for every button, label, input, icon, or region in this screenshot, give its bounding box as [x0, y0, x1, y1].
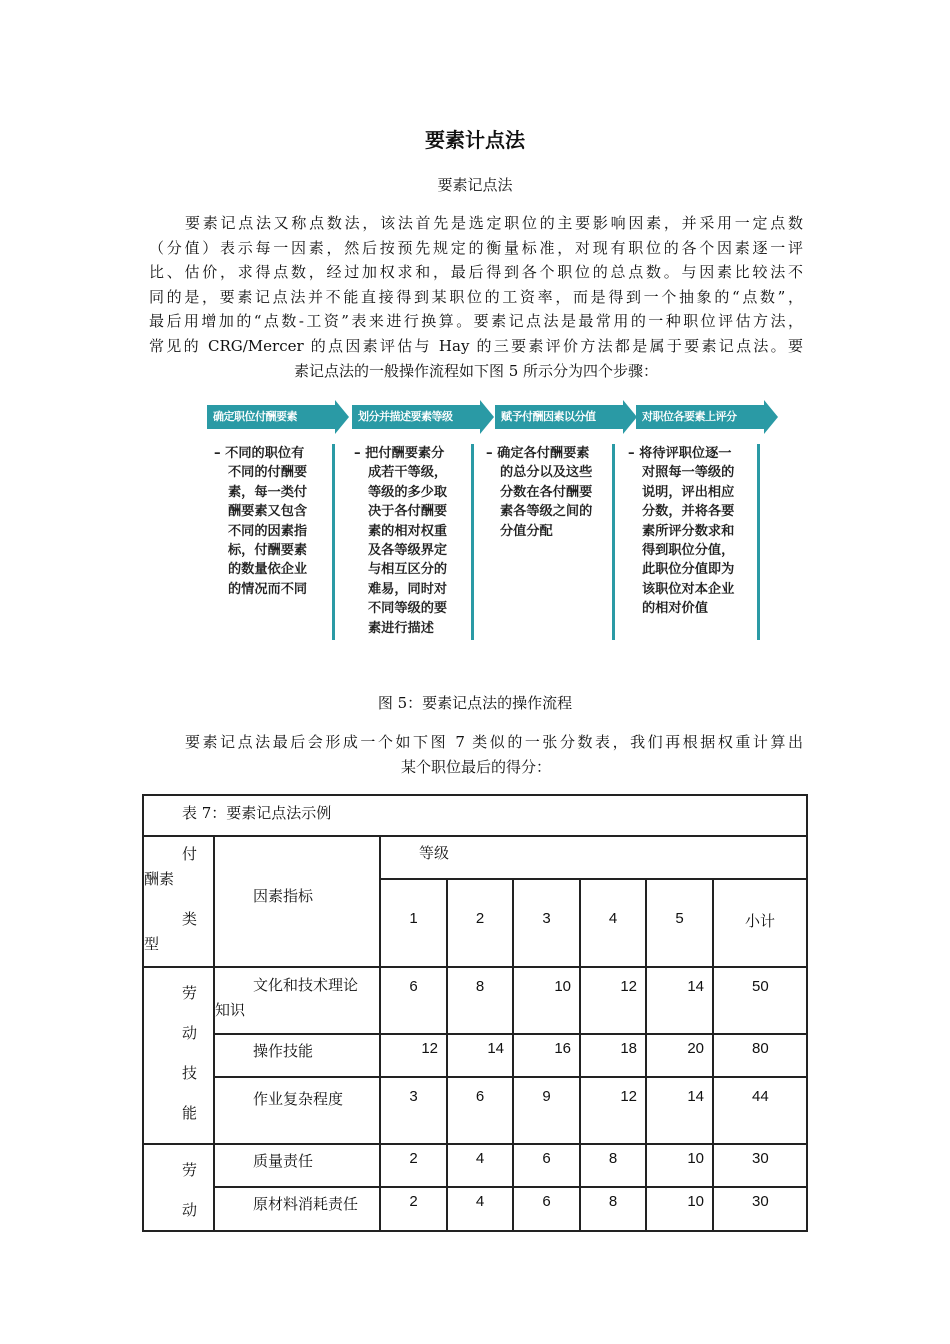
desc-line: 素的相对权重	[368, 523, 448, 539]
value: 2	[409, 1192, 418, 1210]
value-cell	[381, 1078, 448, 1145]
factor-cell	[215, 1078, 381, 1145]
flow-step-4-description	[628, 444, 735, 619]
factor-text: 知识	[215, 1000, 246, 1019]
value: 6	[542, 1150, 551, 1167]
value: 6	[409, 978, 418, 995]
score-table	[142, 794, 808, 1232]
second-line: 某个职位最后的得分：	[400, 757, 551, 776]
desc-line: 不同的付酬要	[228, 465, 308, 481]
desc-line: 素进行描述	[368, 620, 434, 636]
subtotal-label: 小计	[745, 912, 776, 930]
grade-5-header	[647, 880, 714, 968]
desc-line: 决于各付酬要	[368, 504, 448, 520]
value-cell	[514, 1078, 581, 1145]
value: 8	[475, 978, 485, 995]
desc-line: 的数量依企业	[228, 562, 308, 578]
header-type-text: 酬素	[144, 869, 175, 888]
value-cell	[448, 1188, 514, 1232]
step-divider	[332, 444, 335, 640]
total: 44	[752, 1088, 769, 1105]
value: 16	[554, 1040, 571, 1057]
intro-line: 常见的 CRG/Mercer 的点因素评估与 Hay 的三要素评价方法都是属于要素记点法。要	[149, 336, 803, 355]
flow-step-3-header: 赋予付酬因素以分值	[501, 410, 596, 423]
value: 10	[687, 1192, 704, 1210]
value-cell	[381, 968, 448, 1035]
group-label-char: 能	[182, 1104, 198, 1122]
table-caption-cell	[142, 794, 808, 837]
total-cell	[714, 968, 808, 1035]
group-label-cell	[142, 1145, 215, 1232]
desc-line: 分数在各付酬要	[500, 484, 593, 500]
value-cell	[448, 968, 514, 1035]
desc-line: 的情况而不同	[228, 581, 308, 597]
value: 8	[608, 1192, 618, 1210]
value: 9	[542, 1088, 551, 1105]
value: 4	[475, 1192, 485, 1210]
header-grade-cell	[381, 837, 808, 880]
desc-line: – 把付酬要素分	[354, 446, 445, 461]
header-type-text: 型	[144, 934, 160, 953]
header-type-text: 类	[182, 910, 198, 928]
value-cell	[514, 1145, 581, 1188]
flow-step-3-description	[486, 444, 593, 541]
value-cell	[581, 1035, 647, 1078]
value: 18	[620, 1040, 637, 1057]
value: 20	[687, 1040, 704, 1057]
flow-step-1-description	[214, 444, 308, 599]
desc-line: 分值分配	[500, 523, 553, 539]
second-line: 要素记点法最后会形成一个如下图 7 类似的一张分数表，我们再根据权重计算出	[185, 733, 803, 751]
factor-text: 文化和技术理论	[253, 976, 359, 994]
value: 6	[475, 1088, 485, 1105]
desc-line: – 确定各付酬要素	[486, 446, 590, 461]
value: 14	[687, 978, 704, 995]
grade-number: 4	[608, 910, 618, 927]
desc-line: 与相互区分的	[368, 562, 448, 578]
value-cell	[381, 1035, 448, 1078]
value-cell	[647, 968, 714, 1035]
desc-line: – 将待评职位逐一	[628, 446, 732, 461]
flow-step-4-arrow	[636, 400, 779, 434]
grade-1-header	[381, 880, 448, 968]
total: 80	[752, 1040, 769, 1057]
group-label-char: 劳	[182, 1161, 198, 1179]
total-cell	[714, 1078, 808, 1145]
factor-cell	[215, 968, 381, 1035]
value-cell	[514, 1035, 581, 1078]
value-cell	[514, 968, 581, 1035]
desc-line: 不同的因素指	[228, 523, 308, 539]
group-label-char: 动	[182, 1201, 198, 1219]
desc-line: 此职位分值即为	[642, 562, 735, 578]
grade-3-header	[514, 880, 581, 968]
desc-line: – 不同的职位有	[214, 446, 305, 461]
value-cell	[448, 1035, 514, 1078]
desc-line: 说明，评出相应	[642, 484, 735, 500]
value: 6	[542, 1192, 551, 1210]
desc-line: 对照每一等级的	[642, 465, 735, 481]
step-divider	[612, 444, 615, 640]
intro-line: 同的是，要素记点法并不能直接得到某职位的工资率，而是得到一个抽象的“点数”，	[149, 287, 803, 306]
header-factor-cell	[215, 837, 381, 968]
value: 4	[475, 1150, 485, 1167]
header-type-text: 付	[182, 845, 198, 863]
desc-line: 不同等级的要	[368, 601, 448, 617]
value: 12	[421, 1040, 438, 1057]
total: 30	[752, 1150, 769, 1167]
desc-line: 酬要素又包含	[228, 504, 308, 520]
document-subtitle: 要素记点法	[437, 176, 513, 194]
desc-line: 分数，并将各要	[642, 504, 735, 520]
flow-step-2-description	[354, 444, 448, 638]
grade-2-header	[448, 880, 514, 968]
value-cell	[381, 1145, 448, 1188]
factor-text: 原材料消耗责任	[253, 1194, 359, 1213]
header-factor: 因素指标	[253, 887, 314, 905]
intro-line: 素记点法的一般操作流程如下图 5 所示分为四个步骤：	[293, 361, 659, 380]
figure-caption: 图 5：要素记点法的操作流程	[377, 694, 573, 712]
desc-line: 的相对价值	[642, 601, 708, 617]
desc-line: 难易，同时对	[368, 581, 448, 597]
intro-line: 要素记点法又称点数法，该法首先是选定职位的主要影响因素，并采用一定点数	[185, 214, 803, 232]
value: 12	[620, 978, 637, 995]
second-paragraph	[149, 730, 803, 779]
desc-line: 标，付酬要素	[228, 543, 308, 559]
value-cell	[581, 968, 647, 1035]
value-cell	[581, 1145, 647, 1188]
flow-diagram	[207, 400, 779, 644]
desc-line: 及各等级界定	[368, 543, 448, 559]
grade-number: 3	[542, 910, 551, 927]
total: 50	[752, 978, 769, 995]
flow-step-1-arrow	[207, 400, 349, 434]
value-cell	[381, 1188, 448, 1232]
grade-number: 1	[409, 910, 418, 927]
desc-line: 的总分以及这些	[500, 465, 593, 481]
value-cell	[448, 1145, 514, 1188]
total-cell	[714, 1035, 808, 1078]
value-cell	[581, 1078, 647, 1145]
factor-text: 质量责任	[253, 1152, 314, 1170]
value: 10	[554, 978, 571, 995]
value-cell	[647, 1188, 714, 1232]
value-cell	[647, 1145, 714, 1188]
value-cell	[647, 1035, 714, 1078]
grade-number: 2	[475, 910, 485, 927]
value: 2	[409, 1150, 418, 1167]
desc-line: 素各等级之间的	[500, 504, 593, 520]
value: 14	[487, 1040, 504, 1057]
value: 12	[620, 1088, 637, 1105]
value-cell	[647, 1078, 714, 1145]
value-cell	[581, 1188, 647, 1232]
header-grade: 等级	[419, 844, 450, 862]
intro-line: 比、估价，求得点数，经过加权求和，最后得到各个职位的总点数。与因素比较法不	[149, 263, 803, 282]
factor-text: 作业复杂程度	[253, 1090, 344, 1108]
total-cell	[714, 1188, 808, 1232]
subtotal-header	[714, 880, 808, 968]
factor-cell	[215, 1188, 381, 1232]
desc-line: 素，每一类付	[228, 484, 308, 500]
flow-step-2-arrow	[352, 400, 494, 434]
grade-number: 5	[675, 910, 684, 927]
total: 30	[752, 1192, 769, 1210]
value: 3	[409, 1088, 418, 1105]
value: 14	[687, 1088, 704, 1105]
group-label-char: 动	[182, 1024, 198, 1042]
factor-text: 操作技能	[253, 1042, 314, 1060]
group-label-cell	[142, 968, 215, 1145]
header-type-cell	[142, 837, 215, 968]
flow-step-2-header: 划分并描述要素等级	[358, 410, 453, 423]
value-cell	[448, 1078, 514, 1145]
desc-line: 成若干等级，	[368, 465, 448, 481]
document-title: 要素计点法	[425, 128, 525, 152]
group-label-char: 劳	[182, 984, 198, 1002]
flow-step-3-arrow	[495, 400, 637, 434]
table-caption: 表 7：要素记点法示例	[182, 804, 332, 822]
grade-4-header	[581, 880, 647, 968]
value: 10	[687, 1150, 704, 1167]
total-cell	[714, 1145, 808, 1188]
intro-line: （分值）表示每一因素，然后按预先规定的衡量标准，对现有职位的各个因素逐一评	[149, 238, 803, 257]
flow-step-1-header: 确定职位付酬要素	[213, 410, 297, 423]
value-cell	[514, 1188, 581, 1232]
desc-line: 素所评分数求和	[642, 523, 735, 539]
desc-line: 等级的多少取	[368, 484, 448, 500]
factor-cell	[215, 1145, 381, 1188]
factor-cell	[215, 1035, 381, 1078]
value: 8	[608, 1150, 618, 1167]
group-label-char: 技	[182, 1064, 198, 1082]
step-divider	[757, 444, 760, 640]
flow-step-4-header: 对职位各要素上评分	[642, 410, 737, 423]
desc-line: 该职位对本企业	[642, 581, 735, 597]
intro-paragraph	[149, 211, 803, 383]
desc-line: 得到职位分值，	[642, 543, 735, 559]
intro-line: 最后用增加的“点数-工资”表来进行换算。要素记点法是最常用的一种职位评估方法，	[149, 312, 803, 331]
step-divider	[471, 444, 474, 640]
